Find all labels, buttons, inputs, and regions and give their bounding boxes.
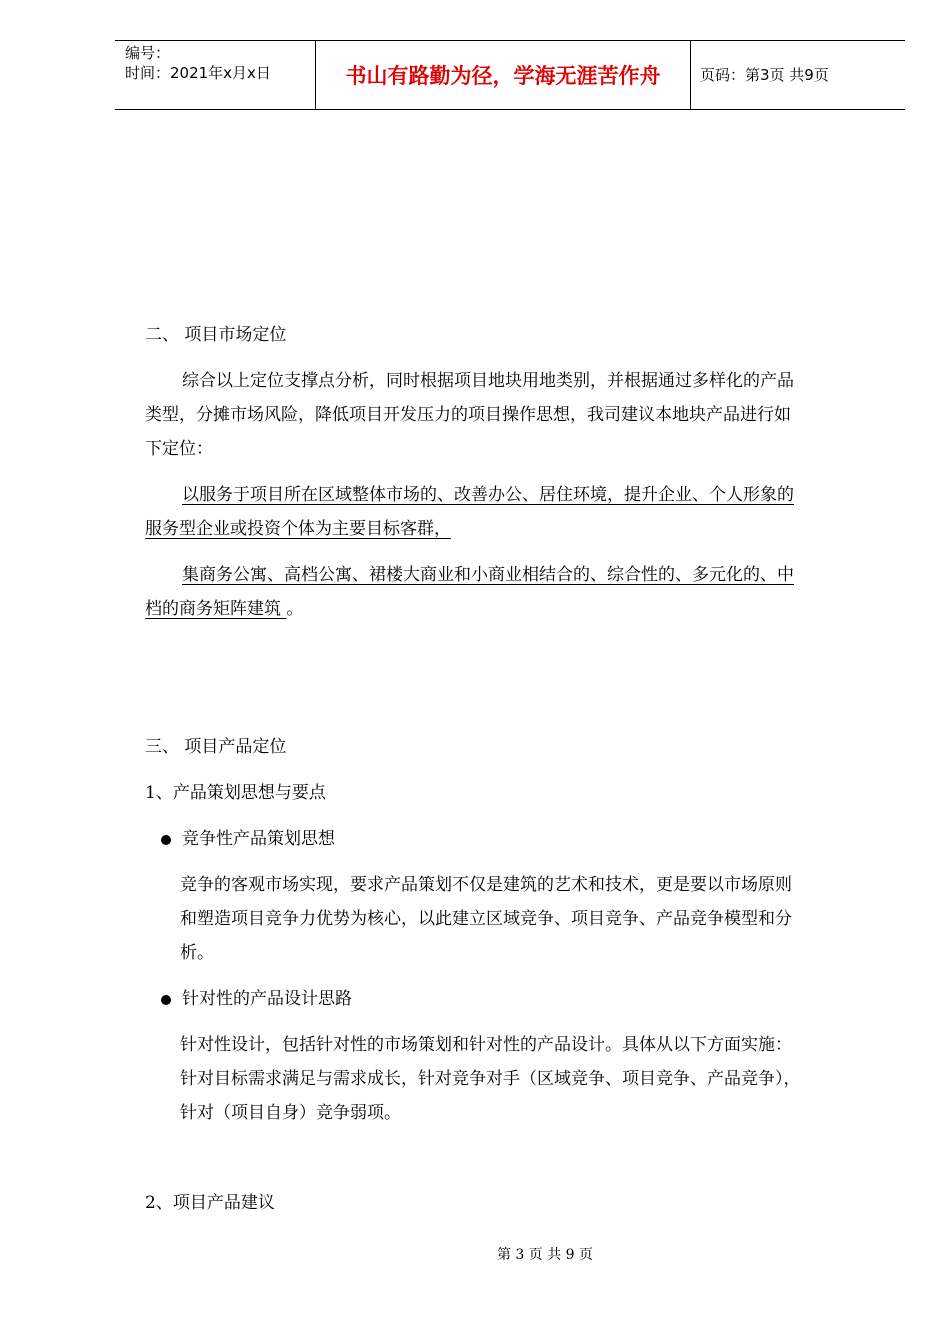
building-positioning-end: 。 (286, 599, 304, 619)
bullet-dot-icon (161, 835, 171, 845)
bullet-competitive-line-3: 析。 (180, 943, 214, 963)
header-meta-cell (115, 41, 315, 109)
bullet-targeted-body (145, 1028, 885, 1130)
building-positioning-line-2 (145, 592, 885, 626)
section-3-title: 三、 项目产品定位 (145, 737, 287, 757)
bullet-dot-icon (161, 995, 171, 1005)
bullet-targeted-line-3: 针对（项目自身）竞争弱项。 (180, 1103, 401, 1123)
document-number-label: 编号： (125, 44, 171, 62)
bullet-targeted-title: 针对性的产品设计思路 (182, 989, 352, 1009)
header-page-cell (690, 41, 905, 109)
section-spacer (145, 626, 885, 730)
building-positioning-line-1 (145, 558, 885, 592)
page-header (115, 40, 905, 110)
page-footer: 第 3 页 共 9 页 (496, 1247, 594, 1263)
header-motto: 书山有路勤为径，学海无涯苦作舟 (345, 64, 661, 88)
section-2-intro-line-3: 下定位： (145, 439, 213, 459)
header-page-info: 页码：第3页 共9页 (700, 66, 829, 84)
building-positioning-text-1: 集商务公寓、高档公寓、裙楼大商业和小商业相结合的、综合性的、多元化的、中 (182, 565, 794, 585)
target-customers-line-1 (145, 478, 885, 512)
target-customers-text-1: 以服务于项目所在区域整体市场的、改善办公、居住环境，提升企业、个人形象的 (182, 485, 794, 505)
header-motto-cell (315, 41, 691, 109)
subsection-1-title: 1、产品策划思想与要点 (145, 783, 326, 803)
section-spacer (145, 1130, 885, 1186)
section-2-intro-line-1: 综合以上定位支撑点分析，同时根据项目地块用地类别，并根据通过多样化的产品 (182, 371, 794, 391)
bullet-competitive-line-2: 和塑造项目竞争力优势为核心，以此建立区域竞争、项目竞争、产品竞争模型和分 (180, 909, 792, 929)
document-time-label: 时间：2021年x月x日 (125, 64, 271, 82)
bullet-competitive-body (145, 868, 885, 970)
target-customers-text-2: 服务型企业或投资个体为主要目标客群， (145, 519, 451, 539)
bullet-competitive-line-1: 竞争的客观市场实现，要求产品策划不仅是建筑的艺术和技术，更是要以市场原则 (180, 875, 792, 895)
document-body (145, 318, 885, 1220)
bullet-competitive-title: 竞争性产品策划思想 (182, 829, 335, 849)
bullet-competitive-strategy (145, 822, 885, 856)
bullet-targeted-line-2: 针对目标需求满足与需求成长，针对竞争对手（区域竞争、项目竞争、产品竞争）， (180, 1069, 801, 1089)
bullet-targeted-design (145, 982, 885, 1016)
bullet-targeted-line-1: 针对性设计，包括针对性的市场策划和针对性的产品设计。具体从以下方面实施： (180, 1035, 792, 1055)
section-2-title: 二、 项目市场定位 (145, 325, 287, 345)
building-positioning-text-2: 档的商务矩阵建筑 (145, 599, 287, 619)
target-customers-line-2 (145, 512, 885, 546)
section-2-intro-line-2: 类型，分摊市场风险，降低项目开发压力的项目操作思想，我司建议本地块产品进行如 (145, 405, 791, 425)
subsection-2-title: 2、项目产品建议 (145, 1193, 275, 1213)
